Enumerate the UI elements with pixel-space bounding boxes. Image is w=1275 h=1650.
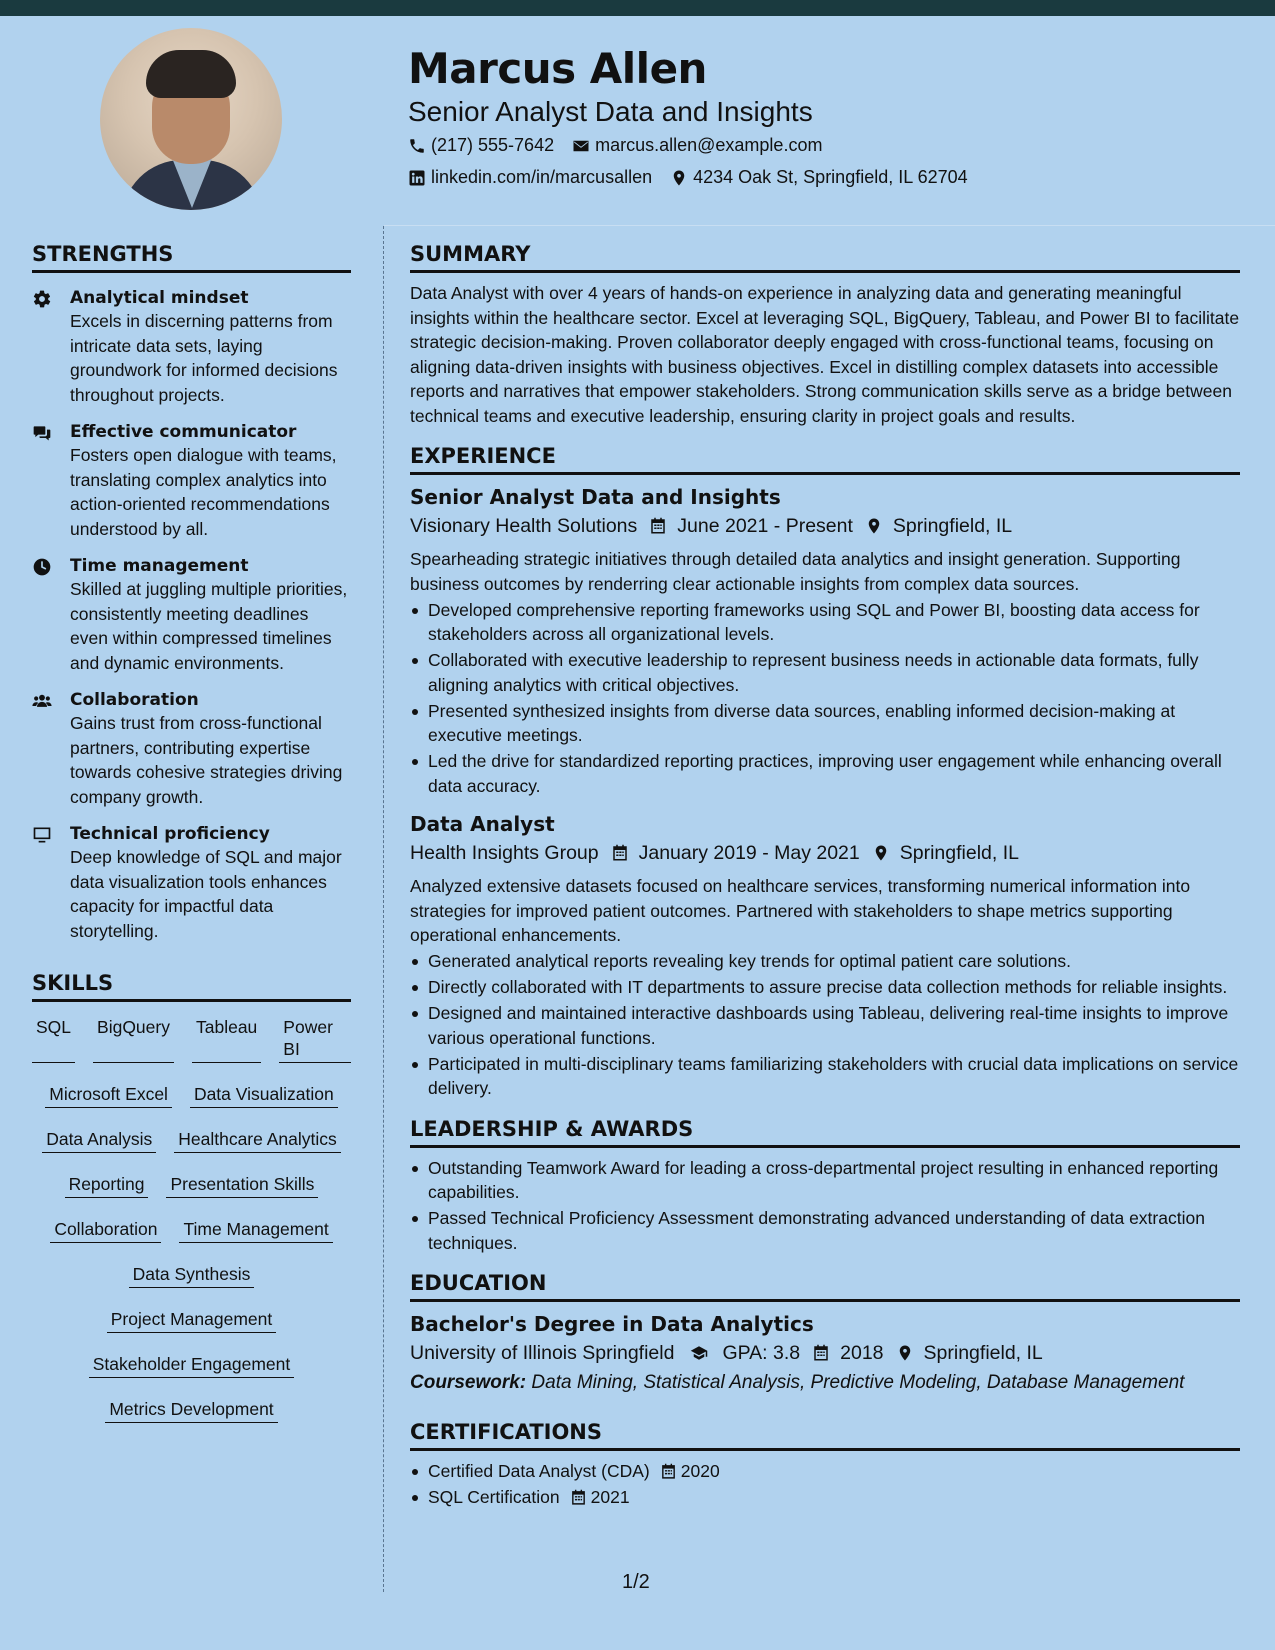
leadership-heading: LEADERSHIP & AWARDS xyxy=(410,1117,1240,1148)
strength-item xyxy=(32,823,351,943)
phone-text: (217) 555-7642 xyxy=(431,135,555,155)
strength-title: Technical proficiency xyxy=(70,824,270,844)
strength-desc: Excels in discerning patterns from intricate data sets, laying groundwork for informed decisions throughout projects. xyxy=(70,311,338,405)
strength-item xyxy=(32,287,351,407)
strength-title: Collaboration xyxy=(70,690,199,710)
strengths-heading: STRENGTHS xyxy=(32,242,351,273)
strength-desc: Deep knowledge of SQL and major data visualization tools enhances capacity for impactful data storytelling. xyxy=(70,847,342,941)
bullet-item: Led the drive for standardized reporting practices, improving user engagement while enhancing overall data accuracy. xyxy=(410,749,1240,798)
bullet-item: Designed and maintained interactive dashboards using Tableau, delivering real-time insights to improve various operational functions. xyxy=(410,1001,1240,1050)
skill-tag: Project Management xyxy=(107,1308,276,1333)
envelope-icon xyxy=(572,137,590,155)
skill-tag: Data Synthesis xyxy=(129,1263,255,1288)
profile-photo xyxy=(100,28,282,210)
skills-heading: SKILLS xyxy=(32,971,351,1002)
strength-title: Time management xyxy=(70,556,249,576)
summary-text: Data Analyst with over 4 years of hands-on experience in analyzing data and generating meaningful insights within the healthcare sector. Excel at leveraging SQL, BigQuery, Tableau, and Power BI to facilitate strategic decision-making. Proven collaborator deeply engaged with cross-functional teams, focusing on aligning data-driven insights with business objectives. Excel in distilling complex datasets into accessible reports and narratives that empower stakeholders. Strong communication skills serve as a bridge between technical teams and executive leadership, ensuring clarity in project goals and results. xyxy=(410,283,1240,426)
strength-title: Analytical mindset xyxy=(70,288,249,308)
summary-heading: SUMMARY xyxy=(410,242,1240,273)
bullet-item: Participated in multi-disciplinary teams familiarizing stakeholders with crucial data implications on service delivery. xyxy=(410,1052,1240,1101)
skill-row xyxy=(32,1263,351,1288)
job-title: Data Analyst xyxy=(410,812,555,836)
experience-heading: EXPERIENCE xyxy=(410,444,1240,475)
education-heading: EDUCATION xyxy=(410,1271,1240,1302)
gpa-item xyxy=(686,1338,800,1368)
job-dates xyxy=(649,511,853,541)
skill-tag: Healthcare Analytics xyxy=(174,1128,341,1153)
linkedin-icon xyxy=(408,169,426,187)
skill-row xyxy=(32,1353,351,1378)
skill-row xyxy=(32,1128,351,1153)
gpa-text: GPA: 3.8 xyxy=(722,1342,801,1364)
phone-icon xyxy=(408,137,426,155)
calendar-icon xyxy=(611,844,629,862)
certification-year: 2020 xyxy=(680,1461,720,1481)
skill-row xyxy=(32,1308,351,1333)
coursework xyxy=(410,1368,1240,1398)
certification-year: 2021 xyxy=(590,1487,630,1507)
company-name: Visionary Health Solutions xyxy=(410,515,638,537)
job-entry xyxy=(410,483,1240,798)
school-name: University of Illinois Springfield xyxy=(410,1342,675,1364)
skill-row xyxy=(32,1218,351,1243)
skill-tag: Reporting xyxy=(65,1173,149,1198)
job-entry xyxy=(410,810,1240,1101)
comments-icon xyxy=(32,423,52,443)
bullet-item: Passed Technical Proficiency Assessment demonstrating advanced understanding of data extraction techniques. xyxy=(410,1206,1240,1255)
map-pin-icon xyxy=(896,1344,914,1362)
year-item xyxy=(812,1338,883,1368)
location-text: Springfield, IL xyxy=(923,1342,1043,1364)
skill-tag: Stakeholder Engagement xyxy=(89,1353,295,1378)
email-text: marcus.allen@example.com xyxy=(595,135,823,155)
graduation-cap-icon xyxy=(686,1344,712,1362)
job-title: Senior Analyst Data and Insights xyxy=(410,485,781,509)
bullet-item: Presented synthesized insights from diverse data sources, enabling informed decision-making at executive meetings. xyxy=(410,699,1240,748)
map-pin-icon xyxy=(865,517,883,535)
bullet-item: Developed comprehensive reporting frameworks using SQL and Power BI, boosting data access for stakeholders across all organizational levels. xyxy=(410,598,1240,647)
skill-tag: Power BI xyxy=(279,1016,351,1063)
dates-text: January 2019 - May 2021 xyxy=(638,842,860,864)
job-dates xyxy=(611,838,860,868)
certification-item xyxy=(410,1485,1240,1510)
certifications-list xyxy=(410,1459,1240,1510)
monitor-icon xyxy=(32,825,52,845)
phone-contact[interactable] xyxy=(408,135,554,156)
certification-name: Certified Data Analyst (CDA) xyxy=(428,1461,650,1481)
strength-item xyxy=(32,689,351,809)
skill-tag: Presentation Skills xyxy=(166,1173,318,1198)
job-location xyxy=(872,838,1019,868)
skill-tag: Metrics Development xyxy=(105,1398,277,1423)
certification-item xyxy=(410,1459,1240,1484)
degree-title: Bachelor's Degree in Data Analytics xyxy=(410,1312,814,1336)
skill-tag: SQL xyxy=(32,1016,75,1063)
left-column xyxy=(32,242,351,1423)
location-text: Springfield, IL xyxy=(892,515,1013,537)
skill-tag: Microsoft Excel xyxy=(45,1083,172,1108)
certifications-heading: CERTIFICATIONS xyxy=(410,1420,1240,1451)
strength-desc: Skilled at juggling multiple priorities, consistently meeting deadlines even within compressed timelines and dynamic environments. xyxy=(70,579,348,673)
calendar-icon xyxy=(570,1489,587,1506)
job-location xyxy=(865,511,1012,541)
job-meta xyxy=(410,838,1240,868)
calendar-icon xyxy=(649,517,667,535)
calendar-icon xyxy=(660,1463,677,1480)
job-description: Spearheading strategic initiatives through detailed data analytics and insight generation. Supporting business outcomes by renderring clear actionable insights from complex data sources. xyxy=(410,549,1181,594)
bullet-item: Generated analytical reports revealing key trends for optimal patient care solutions. xyxy=(410,949,1240,974)
email-contact[interactable] xyxy=(572,135,822,156)
candidate-title: Senior Analyst Data and Insights xyxy=(408,96,813,127)
job-bullets xyxy=(410,598,1240,799)
skill-row xyxy=(32,1083,351,1108)
strength-desc: Gains trust from cross-functional partners, contributing expertise towards cohesive strategies driving company growth. xyxy=(70,713,343,807)
skill-row xyxy=(32,1016,351,1063)
leadership-list xyxy=(410,1156,1240,1256)
skill-tag: Time Management xyxy=(179,1218,332,1243)
strength-item xyxy=(32,421,351,541)
contact-row-1 xyxy=(408,135,822,156)
bullet-item: Outstanding Teamwork Award for leading a cross-departmental project resulting in enhanced reporting capabilities. xyxy=(410,1156,1240,1205)
skill-tag: Collaboration xyxy=(50,1218,161,1243)
contact-row-2 xyxy=(408,167,968,188)
bullet-item: Directly collaborated with IT departments to assure precise data collection methods for reliable insights. xyxy=(410,975,1240,1000)
skill-tag: Data Analysis xyxy=(42,1128,156,1153)
skill-row xyxy=(32,1398,351,1423)
right-column xyxy=(410,242,1240,1510)
coursework-text: Data Mining, Statistical Analysis, Predictive Modeling, Database Management xyxy=(531,1372,1185,1393)
gear-icon xyxy=(32,289,52,309)
address-contact xyxy=(670,167,968,188)
bullet-item: Collaborated with executive leadership to represent business needs in actionable data formats, fully aligning analytics with critical objectives. xyxy=(410,648,1240,697)
skills-list xyxy=(32,1016,351,1423)
address-text: 4234 Oak St, Springfield, IL 62704 xyxy=(693,167,968,187)
jobs-list xyxy=(410,483,1240,1101)
map-pin-icon xyxy=(670,169,688,187)
job-description: Analyzed extensive datasets focused on healthcare services, transforming numerical information into strategies for improved patient outcomes. Partnered with stakeholders to shape metrics supporting operational enhancements. xyxy=(410,876,1191,945)
skill-tag: Tableau xyxy=(192,1016,261,1063)
strength-item xyxy=(32,555,351,675)
skill-tag: BigQuery xyxy=(93,1016,174,1063)
education-meta xyxy=(410,1338,1240,1368)
strength-desc: Fosters open dialogue with teams, translating complex analytics into action-oriented recommendations understood by all. xyxy=(70,445,337,539)
header-divider xyxy=(384,225,1275,226)
top-bar xyxy=(0,0,1275,16)
location-text: Springfield, IL xyxy=(899,842,1019,864)
location-item xyxy=(896,1338,1043,1368)
skill-tag: Data Visualization xyxy=(190,1083,338,1108)
map-pin-icon xyxy=(872,844,890,862)
page-number: 1/2 xyxy=(622,1571,650,1593)
column-divider xyxy=(383,226,384,1592)
coursework-label: Coursework: xyxy=(410,1372,527,1393)
job-meta xyxy=(410,511,1240,541)
candidate-name: Marcus Allen xyxy=(408,44,707,93)
skill-row xyxy=(32,1173,351,1198)
job-bullets xyxy=(410,949,1240,1101)
strength-title: Effective communicator xyxy=(70,422,297,442)
linkedin-text: linkedin.com/in/marcusallen xyxy=(431,167,653,187)
calendar-icon xyxy=(812,1344,830,1362)
clock-icon xyxy=(32,557,52,577)
users-icon xyxy=(32,691,52,711)
year-text: 2018 xyxy=(840,1342,884,1364)
dates-text: June 2021 - Present xyxy=(677,515,853,537)
linkedin-contact[interactable] xyxy=(408,167,652,188)
company-name: Health Insights Group xyxy=(410,842,599,864)
certification-name: SQL Certification xyxy=(428,1487,560,1507)
